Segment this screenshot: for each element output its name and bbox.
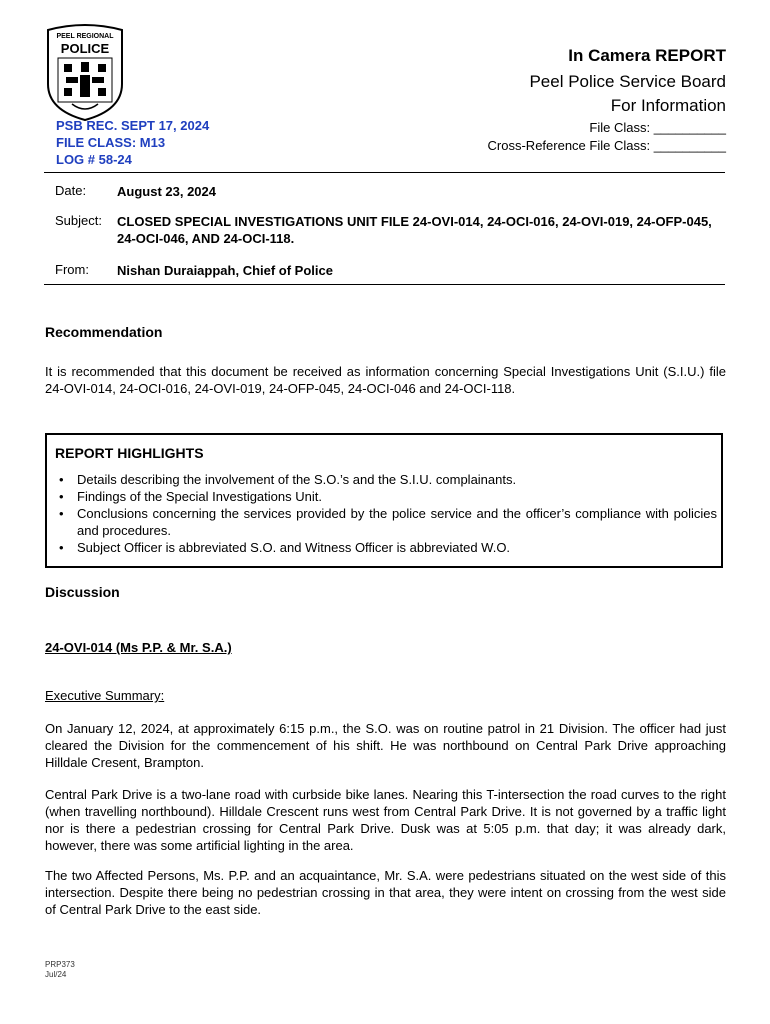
stamp-line-date: PSB REC. SEPT 17, 2024: [56, 118, 210, 133]
discussion-heading: Discussion: [45, 584, 120, 600]
executive-summary-heading: Executive Summary:: [45, 688, 165, 703]
date-value: August 23, 2024: [117, 184, 216, 199]
divider: [44, 172, 725, 173]
highlights-list: [57, 471, 717, 556]
date-label: Date:: [55, 183, 87, 198]
highlights-title: REPORT HIGHLIGHTS: [55, 445, 204, 461]
police-logo: [44, 22, 126, 122]
report-purpose: For Information: [610, 96, 726, 115]
logo-top-text: PEEL REGIONAL: [56, 33, 114, 40]
recommendation-heading: Recommendation: [45, 324, 163, 340]
form-number: PRP373: [45, 960, 75, 969]
file-class-field: File Class: __________: [589, 120, 726, 135]
subject-value: CLOSED SPECIAL INVESTIGATIONS UNIT FILE 24-OVI-014, 24-OCI-016, 24-OVI-019, 24-OFP-045, 24-OCI-046, AND 24-OCI-118.: [117, 214, 712, 246]
organization-name: Peel Police Service Board: [529, 72, 726, 91]
subject-label: Subject:: [55, 213, 102, 228]
highlight-item: • Subject Officer is abbreviated S.O. and Witness Officer is abbreviated W.O.: [57, 539, 717, 556]
report-highlights-box: [45, 433, 723, 568]
logo-main-text: POLICE: [60, 41, 110, 56]
from-label: From:: [55, 262, 89, 277]
summary-paragraph: Central Park Drive is a two-lane road with curbside bike lanes. Nearing this T-intersection the road curves to the right (when travelling northbound). Hilldale Crescent runs west from Central Park Drive. It is not governed by a traffic light nor is there a pedestrian crossing for Central Park Drive. Dusk was at 5:05 p.m. that day; it was already dark, however, there was some artificial lighting in the area.: [45, 787, 726, 853]
from-value: Nishan Duraiappah, Chief of Police: [117, 263, 333, 278]
highlight-item: • Findings of the Special Investigations Unit.: [57, 488, 717, 505]
form-code: [45, 960, 75, 980]
divider: [44, 284, 725, 285]
police-badge-icon: [44, 22, 126, 122]
cross-reference-field: Cross-Reference File Class: __________: [487, 138, 726, 153]
received-stamp: [56, 117, 209, 168]
highlight-item: • Details describing the involvement of the S.O.’s and the S.I.U. complainants.: [57, 471, 717, 488]
case-title: 24-OVI-014 (Ms P.P. & Mr. S.A.): [45, 640, 232, 655]
summary-paragraph: On January 12, 2024, at approximately 6:15 p.m., the S.O. was on routine patrol in 21 Division. The officer had just cleared the Division for the commencement of his shift. He was northbound on Central Park Drive approaching Hilldale Cresent, Brampton.: [45, 721, 726, 770]
highlight-item: • Conclusions concerning the services provided by the police service and the officer’s compliance with policies and procedures.: [57, 505, 717, 539]
stamp-line-file-class: FILE CLASS: M13: [56, 135, 166, 150]
summary-paragraph: The two Affected Persons, Ms. P.P. and an acquaintance, Mr. S.A. were pedestrians situated on the west side of this intersection. Despite there being no pedestrian crossing in that area, they were intent on crossing from the west side of Central Park Drive to the east side.: [45, 868, 726, 917]
form-revision: Jul/24: [45, 970, 67, 979]
report-title: In Camera REPORT: [568, 46, 726, 65]
stamp-line-log: LOG # 58-24: [56, 152, 132, 167]
recommendation-text: It is recommended that this document be received as information concerning Special Investigations Unit (S.I.U.) file 24-OVI-014, 24-OCI-016, 24-OVI-019, 24-OFP-045, 24-OCI-046 and 24-OCI-118.: [45, 364, 726, 396]
